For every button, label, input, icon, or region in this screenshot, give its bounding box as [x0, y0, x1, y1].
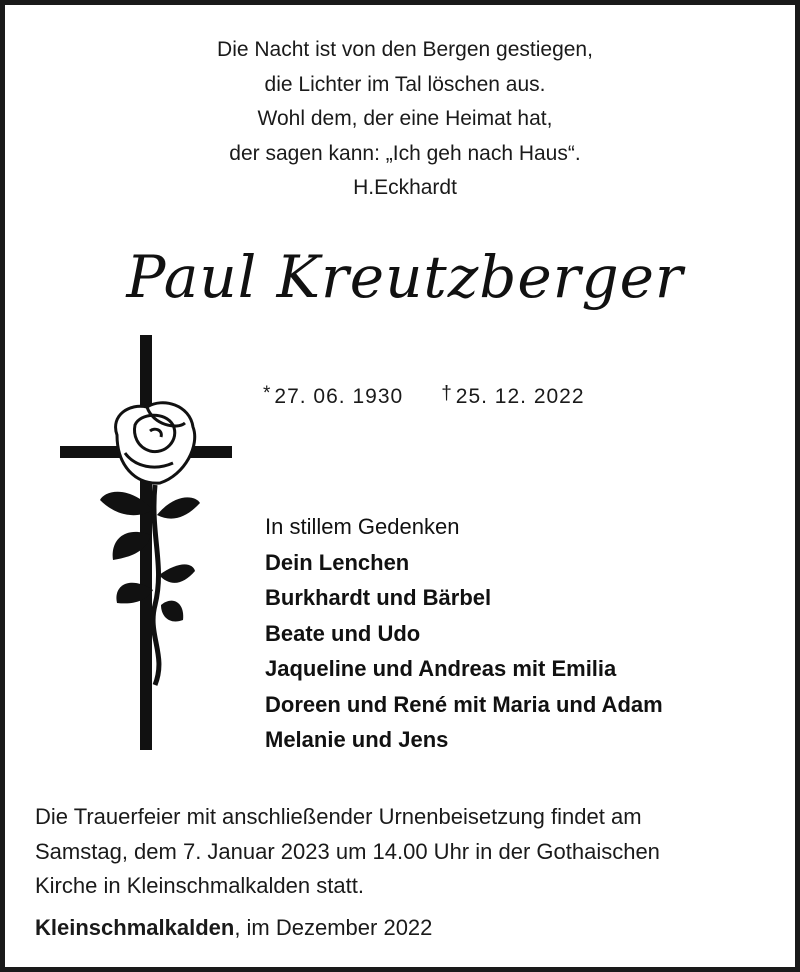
- poem-line: Wohl dem, der eine Heimat hat,: [257, 107, 553, 130]
- death-date: 25. 12. 2022: [455, 385, 585, 408]
- notice-line: Samstag, dem 7. Januar 2023 um 14.00 Uhr in der Gothaischen: [35, 838, 660, 864]
- birth-date: 27. 06. 1930: [274, 385, 404, 408]
- funeral-notice: [35, 800, 780, 904]
- mourner-name: Dein Lenchen: [265, 549, 410, 575]
- cross-with-rose-icon: [55, 335, 245, 755]
- signoff-place: Kleinschmalkalden: [35, 915, 235, 940]
- deceased-name: Paul Kreutzberger: [126, 243, 684, 311]
- signoff-date: , im Dezember 2022: [234, 915, 433, 940]
- mourner-name: Melanie und Jens: [265, 727, 449, 752]
- mourner-name: Jaqueline und Andreas mit Emilia: [265, 656, 617, 681]
- signoff: [35, 915, 432, 941]
- mourners-list: [265, 509, 663, 758]
- life-dates: [263, 383, 585, 409]
- notice-line: Kirche in Kleinschmalkalden statt.: [35, 873, 364, 898]
- poem-line: Die Nacht ist von den Bergen gestiegen,: [217, 38, 593, 61]
- mourner-name: Beate und Udo: [265, 620, 421, 646]
- poem: [5, 33, 800, 206]
- mourners-intro: In stillem Gedenken: [265, 514, 460, 539]
- poem-line: die Lichter im Tal löschen aus.: [264, 72, 546, 96]
- birth-symbol: *: [263, 383, 272, 404]
- notice-line: Die Trauerfeier mit anschließender Urnenbeisetzung findet am: [35, 804, 642, 829]
- poem-author: H.Eckhardt: [353, 176, 457, 199]
- mourner-name: Doreen und René mit Maria und Adam: [265, 691, 663, 717]
- death-symbol: †: [441, 383, 453, 404]
- mourner-name: Burkhardt und Bärbel: [265, 585, 492, 610]
- poem-line: der sagen kann: „Ich geh nach Haus“.: [229, 141, 581, 165]
